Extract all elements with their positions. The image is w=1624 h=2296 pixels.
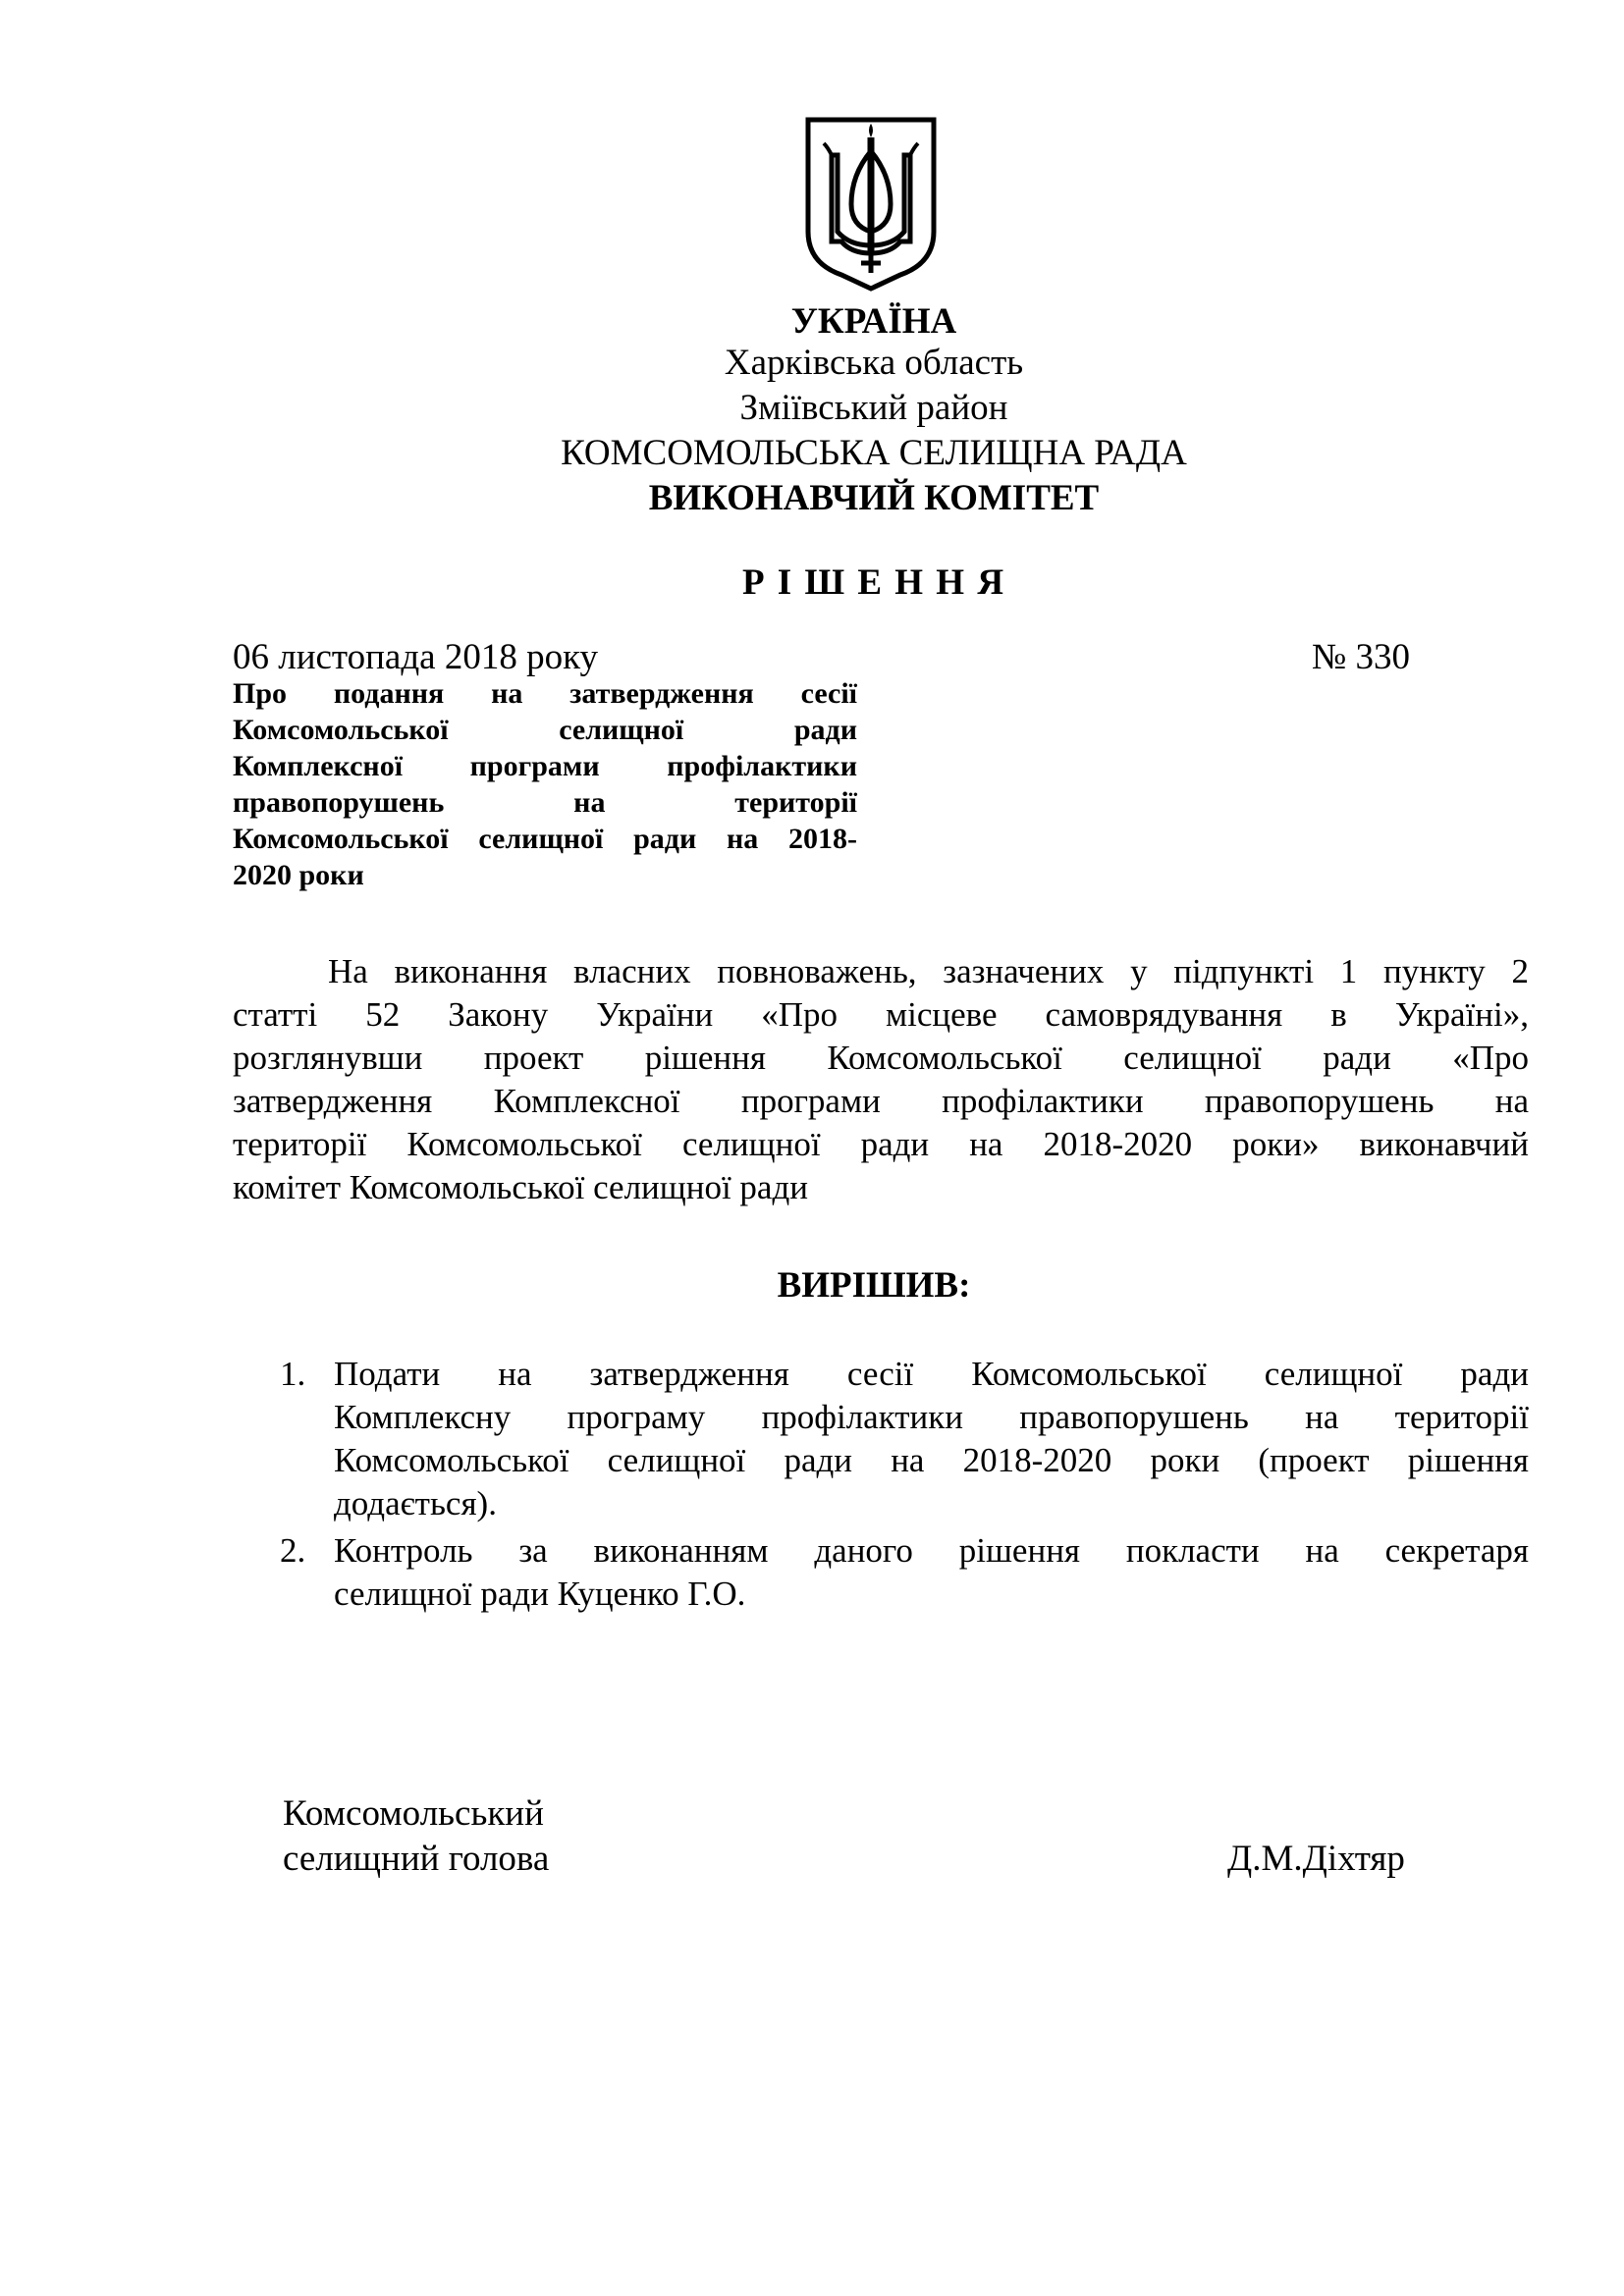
resolution-item [280,1529,1529,1618]
signatory-name: Д.М.Діхтяр [1227,1839,1405,1879]
resolution-item-number: 2. [280,1531,306,1570]
resolution-line: Контроль за виконанням даного рішення покласти на секретаря [334,1531,1529,1570]
resolution-line: Комсомольської селищної ради на 2018-2020 роки (проект рішення [334,1441,1529,1479]
document-type: Р І Ш Е Н Н Я [741,562,1006,603]
signatory-title-line1: Комсомольський [283,1793,544,1834]
document-subject [233,675,857,893]
subject-line: Комсомольської селищної ради [233,714,857,746]
intro-line: На виконання власних повноважень, зазначених у підпункті 1 пункту 2 [328,952,1529,990]
resolution-item [280,1353,1529,1529]
header-country: УКРАЇНА [790,301,957,342]
header-council: КОМСОМОЛЬСЬКА СЕЛИЩНА РАДА [561,433,1187,473]
intro-line: комітет Комсомольської селищної ради [233,1168,808,1206]
resolved-heading: ВИРІШИВ: [777,1265,971,1306]
intro-line: території Комсомольської селищної ради на 2018-2020 роки» виконавчий [233,1125,1529,1163]
intro-paragraph [233,950,1529,1209]
subject-line: 2020 роки [233,859,364,891]
intro-line: затвердження Комплексної програми профілактики правопорушень на [233,1082,1529,1120]
resolution-line: Комплексну програму профілактики правопорушень на території [334,1398,1529,1436]
subject-line: Про подання на затвердження сесії [233,677,857,710]
subject-line: правопорушень на території [233,786,857,819]
resolution-item-text [334,1529,1529,1616]
signatory-title-line2: селищний голова [283,1839,550,1879]
intro-line: розглянувши проект рішення Комсомольської селищної ради «Про [233,1039,1529,1077]
header-region: Харківська область [724,343,1024,383]
header-committee: ВИКОНАВЧИЙ КОМІТЕТ [648,478,1100,518]
document-date: 06 листопада 2018 року [233,637,599,677]
header-district: Зміївський район [739,388,1008,428]
intro-line: статті 52 Закону України «Про місцеве самоврядування в Україні», [233,995,1529,1034]
resolution-item-text [334,1353,1529,1525]
resolution-line: Подати на затвердження сесії Комсомольської селищної ради [334,1355,1529,1393]
subject-line: Комсомольської селищної ради на 2018- [233,823,857,855]
trident-emblem-icon [802,116,940,293]
resolution-line: селищної ради Куценко Г.О. [334,1575,746,1613]
resolution-item-number: 1. [280,1355,306,1393]
subject-line: Комплексної програми профілактики [233,750,857,782]
resolution-line: додається). [334,1484,497,1522]
document-number: № 330 [1312,637,1411,677]
